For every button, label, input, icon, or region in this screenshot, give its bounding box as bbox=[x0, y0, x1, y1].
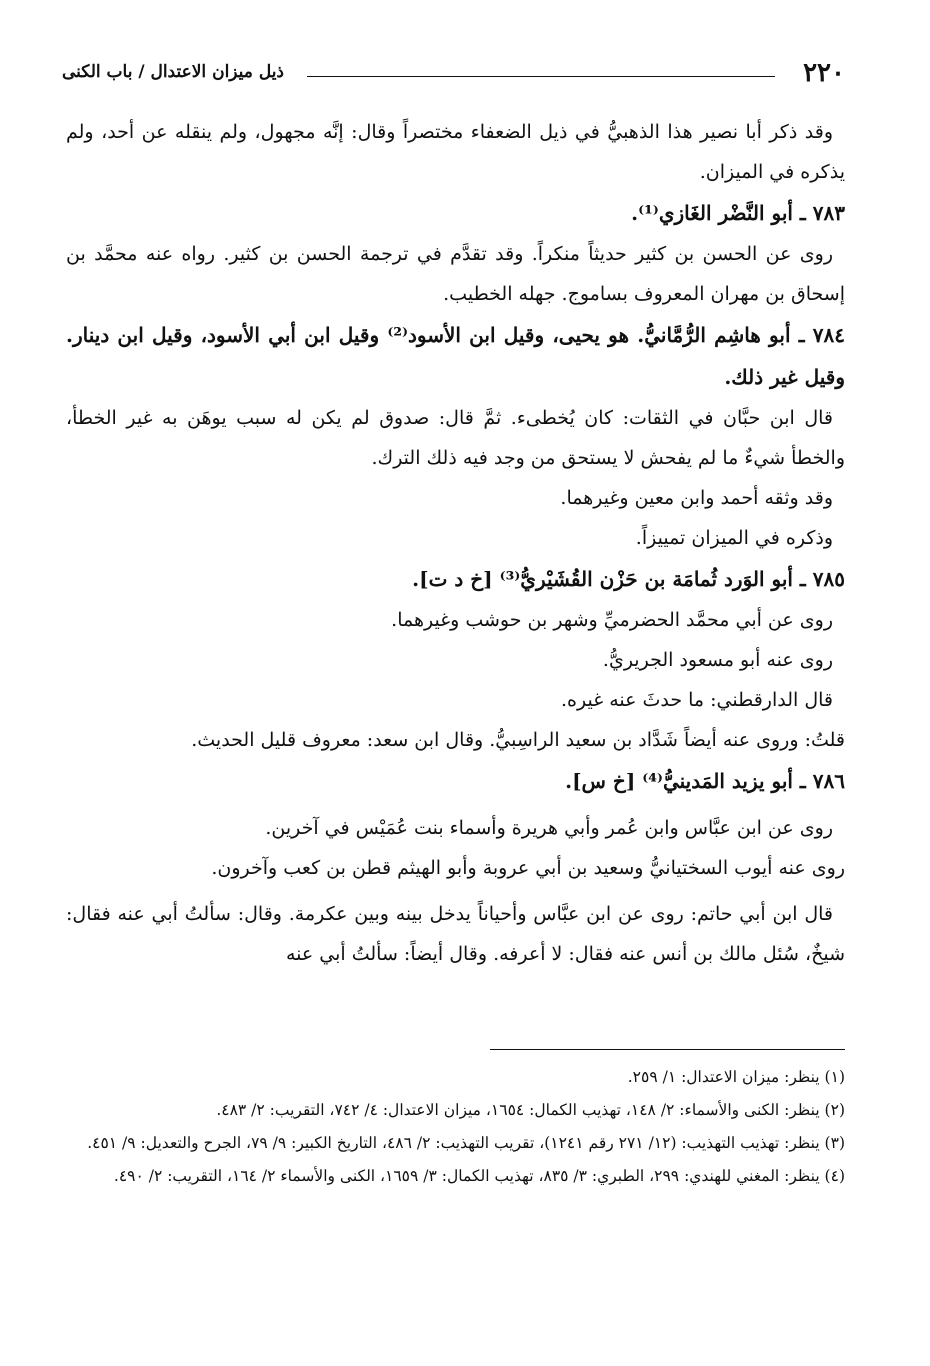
main-text bbox=[66, 112, 845, 974]
paragraph: قال ابن حبَّان في الثقات: كان يُخطىء. ثمَّ قال: صدوق لم يكن له سبب يوهَن به غير الخطأ، والخطأ شيءٌ ما لم يفحش لا يستحق من وجد فيه ذلك الترك. bbox=[66, 407, 845, 469]
entry-heading-783: ٧٨٣ ـ أبو النَّضْر الغَازي⁽¹⁾. bbox=[631, 201, 845, 225]
page-header bbox=[62, 58, 845, 90]
paragraph: قلتُ: وروى عنه أيضاً شَدَّاد بن سعيد الراسِبيُّ. وقال ابن سعد: معروف قليل الحديث. bbox=[191, 729, 845, 751]
paragraph: روى عنه أيوب السختيانيُّ وسعيد بن أبي عروبة وأبو الهيثم قطن بن كعب وآخرون. bbox=[211, 857, 845, 879]
footnotes bbox=[66, 1062, 845, 1194]
paragraph: وقد وثقه أحمد وابن معين وغيرهما. bbox=[560, 487, 833, 509]
entry-heading-784: ٧٨٤ ـ أبو هاشِم الرُّمَّانيُّ. هو يحيى، وقيل ابن الأسود⁽²⁾ وقيل ابن أبي الأسود، وقيل ابن دينار. وقيل غير ذلك. bbox=[66, 323, 846, 389]
paragraph: روى عن ابن عبَّاس وابن عُمر وأبي هريرة وأسماء بنت عُمَيْس في آخرين. bbox=[265, 817, 833, 839]
entry-heading-785: ٧٨٥ ـ أبو الوَرد ثُمامَة بن حَزْن القُشَيْريُّ⁽³⁾ [خ د ت]. bbox=[412, 567, 845, 591]
page-number: ٢٢٠ bbox=[803, 58, 845, 88]
footnote-3: (٣) ينظر: تهذيب التهذيب: (١٢/ ٢٧١ رقم ١٢٤١)، تقريب التهذيب: ٢/ ٤٨٦، التاريخ الكبير: ٩/ ٧٩، الجرح والتعديل: ٩/ ٤٥١. bbox=[87, 1134, 845, 1152]
footnote-1: (١) ينظر: ميزان الاعتدال: ١/ ٢٥٩. bbox=[627, 1068, 845, 1086]
paragraph: قال الدارقطني: ما حدثَ عنه غيره. bbox=[561, 689, 833, 711]
paragraph: روى عن أبي محمَّد الحضرميِّ وشهر بن حوشب وغيرهما. bbox=[391, 609, 833, 631]
running-title: ذيل ميزان الاعتدال / باب الكنى bbox=[62, 62, 284, 82]
footnote-2: (٢) ينظر: الكنى والأسماء: ٢/ ١٤٨، تهذيب الكمال: ١٦٥٤، ميزان الاعتدال: ٤/ ٧٤٢، التقريب: ٢/ ٤٨٣. bbox=[216, 1101, 845, 1119]
entry-heading-786: ٧٨٦ ـ أبو يزيد المَدينيُّ⁽⁴⁾ [خ س]. bbox=[565, 769, 845, 793]
header-rule bbox=[307, 76, 775, 77]
paragraph: وذكره في الميزان تمييزاً. bbox=[635, 527, 833, 549]
paragraph: روى عنه أبو مسعود الجريريُّ. bbox=[602, 649, 833, 671]
footnote-rule bbox=[490, 1049, 845, 1050]
paragraph: قال ابن أبي حاتم: روى عن ابن عبَّاس وأحياناً يدخل بينه وبين عكرمة. وقال: سألتُ أبي عنه فقال: شيخٌ، سُئل مالك بن أنس عنه فقال: لا أعرفه. وقال أيضاً: سألتُ أبي عنه bbox=[66, 903, 845, 965]
paragraph: روى عن الحسن بن كثير حديثاً منكراً. وقد تقدَّم في ترجمة الحسن بن كثير. رواه عنه محمَّد بن إسحاق بن مهران المعروف بساموج. جهله الخطيب. bbox=[66, 243, 845, 305]
footnote-4: (٤) ينظر: المغني للهندي: ٢٩٩، الطبري: ٣/ ٨٣٥، تهذيب الكمال: ٣/ ١٦٥٩، الكنى والأسماء ٢/ ١٦٤، التقريب: ٢/ ٤٩٠. bbox=[113, 1167, 845, 1185]
paragraph: وقد ذكر أبا نصير هذا الذهبيُّ في ذيل الضعفاء مختصراً وقال: إنَّه مجهول، ولم ينقله عن أحد، ولم يذكره في الميزان. bbox=[66, 121, 845, 183]
